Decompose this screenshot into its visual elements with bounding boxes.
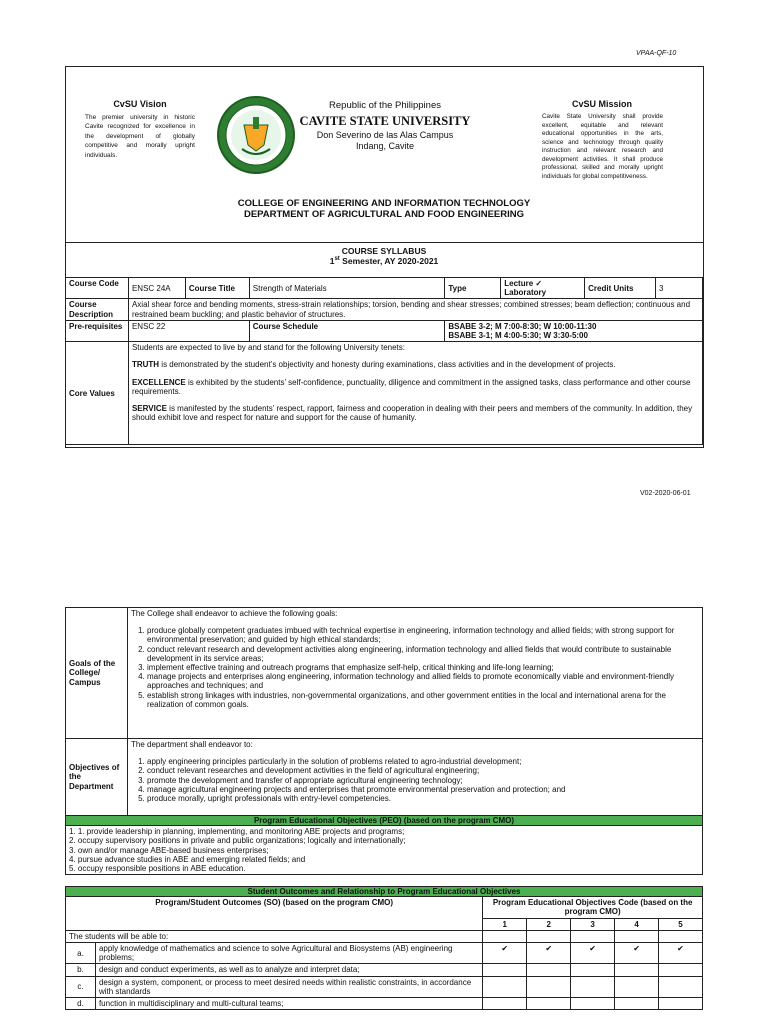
goals-label: Goals of the College/ Campus bbox=[66, 608, 128, 739]
semester-number: 1 bbox=[329, 256, 335, 266]
truth-statement bbox=[132, 360, 699, 369]
objective-item: 1. apply engineering principles particularly in the solution of problems related to agro-industrial development; bbox=[147, 757, 699, 766]
peo-code: 3 bbox=[571, 918, 615, 930]
core-values-label: Core Values bbox=[66, 342, 129, 445]
type-lecture: Lecture ✓ bbox=[504, 279, 543, 288]
semester-line bbox=[100, 256, 668, 266]
objective-item: 4. manage agricultural engineering projects and enterprises that promote environmental preservation and protection; and bbox=[147, 785, 699, 794]
outcome-letter: a. bbox=[66, 942, 96, 963]
outcome-mark bbox=[571, 976, 615, 997]
college-name: COLLEGE OF ENGINEERING AND INFORMATION TECHNOLOGY bbox=[237, 198, 531, 209]
peo-code: 2 bbox=[527, 918, 571, 930]
truth-keyword: TRUTH bbox=[131, 360, 160, 370]
header-divider bbox=[65, 242, 703, 243]
course-info-table bbox=[65, 277, 703, 445]
outcome-mark bbox=[659, 997, 703, 1009]
mission-text: Cavite State University shall provide excellent, equitable and relevant educational opportunities in the arts, science and technology through quality instruction and relevant research and development activities. It shall produce professional, skilled and morally upright individuals for global competitiveness. bbox=[542, 113, 663, 180]
objectives-intro: The department shall endeavor to: bbox=[131, 740, 253, 749]
truth-text: is demonstrated by the student’s objectivity and honesty during examinations, class activities and in the development of projects. bbox=[159, 360, 616, 370]
outcome-mark bbox=[615, 976, 659, 997]
peo-item: 3. own and/or manage ABE-based business enterprises; bbox=[69, 845, 269, 855]
vision-text: The premier university in historic Cavite recognized for excellence in the development of globally competitive and morally upright individuals. bbox=[85, 114, 195, 159]
schedule-line-1: BSABE 3-2; M 7:00-8:30; W 10:00-11:30 bbox=[448, 321, 597, 331]
service-statement bbox=[132, 404, 699, 422]
outcome-mark bbox=[615, 964, 659, 976]
vision-title: CvSU Vision bbox=[113, 99, 167, 109]
peo-code: 5 bbox=[659, 918, 703, 930]
outcome-mark bbox=[483, 976, 527, 997]
goals-intro: The College shall endeavor to achieve the following goals: bbox=[131, 609, 338, 618]
so-title: Student Outcomes and Relationship to Program Educational Objectives bbox=[66, 887, 703, 897]
credit-units-label: Credit Units bbox=[585, 278, 656, 299]
outcome-mark bbox=[659, 964, 703, 976]
type-value bbox=[501, 278, 585, 299]
course-schedule-label: Course Schedule bbox=[249, 320, 445, 341]
outcome-mark: ✔ bbox=[615, 942, 659, 963]
outcome-mark bbox=[483, 964, 527, 976]
excellence-text: is exhibited by the students’ self-confidence, punctuality, diligence and commitment in the assigned tasks, class performance and other course requirements. bbox=[131, 377, 691, 396]
campus-name: Don Severino de las Alas Campus bbox=[316, 130, 454, 140]
prerequisites-label: Pre-requisites bbox=[66, 320, 129, 341]
course-title: Strength of Materials bbox=[249, 278, 445, 299]
prerequisites: ENSC 22 bbox=[128, 320, 249, 341]
form-code: VPAA-QF-10 bbox=[636, 50, 677, 57]
peo-item: 4. pursue advance studies in ABE and emerging related fields; and bbox=[69, 854, 306, 864]
table-row bbox=[66, 964, 703, 976]
semester-suffix: st bbox=[334, 256, 340, 263]
type-label: Type bbox=[445, 278, 501, 299]
semester-text: Semester, AY 2020-2021 bbox=[342, 256, 439, 266]
outcome-mark bbox=[483, 997, 527, 1009]
outcome-letter: c. bbox=[66, 976, 96, 997]
table-row bbox=[66, 942, 703, 963]
outcome-text: function in multidisciplinary and multi-cultural teams; bbox=[95, 997, 482, 1009]
core-values bbox=[128, 342, 702, 445]
peo-list bbox=[66, 826, 703, 875]
course-code: ENSC 24A bbox=[128, 278, 185, 299]
peo-item: 5. occupy responsible positions in ABE education. bbox=[69, 863, 246, 873]
outcome-text: design and conduct experiments, as well as to analyze and interpret data; bbox=[95, 964, 482, 976]
outcome-mark bbox=[571, 997, 615, 1009]
objectives-list bbox=[131, 757, 699, 803]
outcome-mark bbox=[659, 976, 703, 997]
outcome-letter: d. bbox=[66, 997, 96, 1009]
outcome-text: apply knowledge of mathematics and science to solve Agricultural and Biosystems (AB) engineering problems; bbox=[95, 942, 482, 963]
objectives-cell bbox=[128, 739, 703, 816]
outcome-mark bbox=[527, 964, 571, 976]
goals-table bbox=[65, 607, 703, 875]
course-title-label: Course Title bbox=[185, 278, 249, 299]
core-values-intro: Students are expected to live by and stand for the following University tenets: bbox=[131, 343, 405, 353]
department-name: DEPARTMENT OF AGRICULTURAL AND FOOD ENGINEERING bbox=[243, 209, 525, 220]
goal-item: 5. establish strong linkages with industries, non-governmental organizations, and other government entities in the local and international arena for the realization of common goals. bbox=[147, 691, 699, 709]
peo-item: 2. occupy supervisory positions in private and public organizations; logically and internationally; bbox=[69, 836, 406, 846]
excellence-statement bbox=[132, 378, 699, 396]
outcome-mark: ✔ bbox=[571, 942, 615, 963]
peo-title: Program Educational Objectives (PEO) (based on the program CMO) bbox=[66, 816, 703, 826]
peo-code: 4 bbox=[615, 918, 659, 930]
outcome-mark bbox=[527, 997, 571, 1009]
outcome-mark bbox=[527, 976, 571, 997]
type-laboratory: Laboratory bbox=[504, 288, 547, 298]
outcome-mark bbox=[615, 997, 659, 1009]
objective-item: 2. conduct relevant researches and development activities in the field of agricultural engineering; bbox=[147, 766, 699, 775]
excellence-keyword: EXCELLENCE bbox=[131, 377, 186, 387]
goals-list bbox=[131, 626, 699, 709]
outcome-mark bbox=[571, 964, 615, 976]
course-schedule bbox=[445, 320, 703, 341]
republic-line: Republic of the Philippines bbox=[329, 100, 441, 111]
objective-item: 5. produce morally, upright professionals with entry-level competencies. bbox=[147, 794, 699, 803]
so-intro: The students will be able to: bbox=[66, 930, 483, 942]
table-row bbox=[66, 976, 703, 997]
objective-item: 3. promote the development and transfer of appropriate agricultural engineering technology; bbox=[147, 776, 699, 785]
service-text: is manifested by the students’ respect, rapport, fairness and cooperation in dealing with their peers and members of the community. In addition, they should exhibit love and respect for nature and support for the cause of humanity. bbox=[131, 403, 693, 423]
outcome-mark: ✔ bbox=[659, 942, 703, 963]
goal-item: 1. produce globally competent graduates imbued with technical expertise in engineering, information technology and allied fields; with strong support for environmental preservation; and guided by high ethical standards; bbox=[147, 626, 699, 644]
schedule-line-2: BSABE 3-1; M 4:00-5:30; W 3:30-5:00 bbox=[448, 330, 588, 340]
goal-item: 4. manage projects and enterprises along engineering, information technology and allied fields to promote economically viable and environment-friendly approaches and techniques; and bbox=[147, 672, 699, 690]
university-name: CAVITE STATE UNIVERSITY bbox=[299, 114, 471, 128]
student-outcomes-table bbox=[65, 886, 703, 1010]
outcome-letter: b. bbox=[66, 964, 96, 976]
peo-item: 1. 1. provide leadership in planning, implementing, and monitoring ABE projects and programs; bbox=[69, 827, 405, 837]
version-code: V02-2020-06-01 bbox=[640, 490, 691, 497]
goals-cell bbox=[128, 608, 703, 739]
objectives-label: Objectives of the Department bbox=[66, 739, 128, 816]
peo-code: 1 bbox=[483, 918, 527, 930]
service-keyword: SERVICE bbox=[131, 403, 167, 413]
outcome-mark: ✔ bbox=[527, 942, 571, 963]
table-row bbox=[66, 997, 703, 1009]
university-seal-icon bbox=[216, 95, 296, 175]
so-column-header: Program/Student Outcomes (SO) (based on the program CMO) bbox=[66, 897, 483, 931]
credit-units: 3 bbox=[656, 278, 703, 299]
outcome-mark: ✔ bbox=[483, 942, 527, 963]
campus-location: Indang, Cavite bbox=[355, 141, 415, 151]
peo-code-header: Program Educational Objectives Code (based on the program CMO) bbox=[483, 897, 703, 918]
syllabus-title: COURSE SYLLABUS bbox=[341, 246, 427, 256]
course-description: Axial shear force and bending moments, stress-strain relationships; torsion, bending and shear stresses; combined stresses; beam deflection; continuous and restrained beam buckling; and plastic behavior of structures. bbox=[128, 299, 702, 320]
goal-item: 3. implement effective training and outreach programs that emphasize self-help, critical thinking and life-long learning; bbox=[147, 663, 699, 672]
goal-item: 2. conduct relevant research and development activities along engineering, information technology and allied fields that would contribute to sustainable development in its service areas; bbox=[147, 645, 699, 663]
course-description-label: Course Description bbox=[66, 299, 129, 320]
course-code-label: Course Code bbox=[66, 278, 129, 299]
mission-title: CvSU Mission bbox=[571, 99, 632, 109]
outcome-text: design a system, component, or process to meet desired needs within realistic constraints, in accordance with standards bbox=[95, 976, 482, 997]
